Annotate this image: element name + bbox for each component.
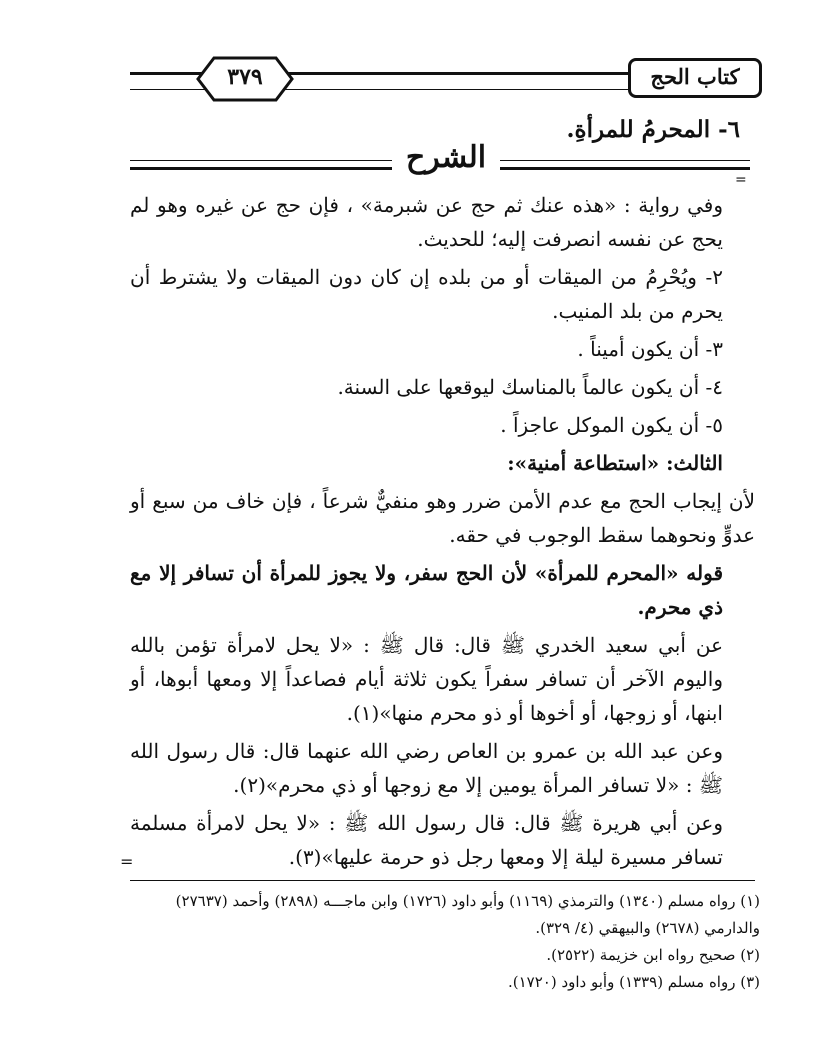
page-number-badge: [196, 54, 294, 104]
footnote-rule: [130, 880, 755, 881]
paragraph: عن أبي سعيد الخدري ﷺ قال: قال ﷺ : «لا يحل لامرأة تؤمن بالله واليوم الآخر أن تسافر سفراً يكون ثلاثة أيام فصاعداً إلا ومعها أبوها، أو ابنها، أو زوجها، أو أخوها أو ذو محرم منها»(١).: [130, 633, 723, 725]
paragraph: ٤- أن يكون عالماً بالمناسك ليوقعها على السنة.: [337, 375, 723, 399]
paragraph: وفي رواية : «هذه عنك ثم حج عن شبرمة» ، فإن حج عن غيره وهو لم يحج عن نفسه انصرفت إليه؛ للحديث.: [130, 193, 723, 251]
paragraph: ٢- ويُحْرِمُ من الميقات أو من بلده إن كان دون الميقات ولا يشترط أن يحرم من بلد المنيب.: [130, 265, 723, 323]
page-header: [130, 52, 762, 104]
divider-left: [130, 160, 392, 170]
footnote: (٢) صحيح رواه ابن خزيمة (٢٥٢٢).: [546, 946, 760, 964]
page-number: ٣٧٩: [227, 64, 263, 90]
divider-right: [500, 160, 750, 170]
body-text: [130, 188, 755, 878]
footnotes: [130, 888, 760, 996]
section-heading: ٦- المحرمُ للمرأةِ.: [566, 116, 740, 143]
paragraph: قوله «المحرم للمرأة» لأن الحج سفر، ولا يجوز للمرأة أن تسافر إلا مع ذي محرم.: [130, 561, 723, 619]
paragraph: الثالث: «استطاعة أمنية»:: [507, 451, 723, 475]
footnote: (٣) رواه مسلم (١٣٣٩) وأبو داود (١٧٢٠).: [507, 973, 760, 991]
marker-equals: =: [120, 852, 134, 871]
paragraph: ٣- أن يكون أميناً .: [577, 337, 723, 361]
paragraph: وعن أبي هريرة ﷺ قال: قال رسول الله ﷺ : «لا يحل لامرأة مسلمة تسافر مسيرة ليلة إلا ومعها رجل ذو حرمة عليها»(٣).: [130, 811, 723, 869]
paragraph: ٥- أن يكون الموكل عاجزاً .: [500, 413, 723, 437]
marker-equals: =: [735, 172, 747, 188]
book-title: كتاب الحج: [628, 58, 762, 98]
divider-label: الشرح: [405, 140, 487, 175]
paragraph: وعن عبد الله بن عمرو بن العاص رضي الله عنهما قال: قال رسول الله ﷺ : «لا تسافر المرأة يومين إلا مع زوجها أو ذي محرم»(٢).: [130, 739, 723, 797]
paragraph: لأن إيجاب الحج مع عدم الأمن ضرر وهو منفيٌّ شرعاً ، فإن خاف من سبع أو عدوٍّ ونحوهما سقط الوجوب في حقه.: [130, 489, 755, 547]
footnote: (١) رواه مسلم (١٣٤٠) والترمذي (١١٦٩) وأبو داود (١٧٢٦) وابن ماجـــه (٢٨٩٨) وأحمد (٢٧٦٣٧) والدارمي (٢٦٧٨) والبيهقي (٤/ ٣٢٩).: [175, 892, 760, 937]
